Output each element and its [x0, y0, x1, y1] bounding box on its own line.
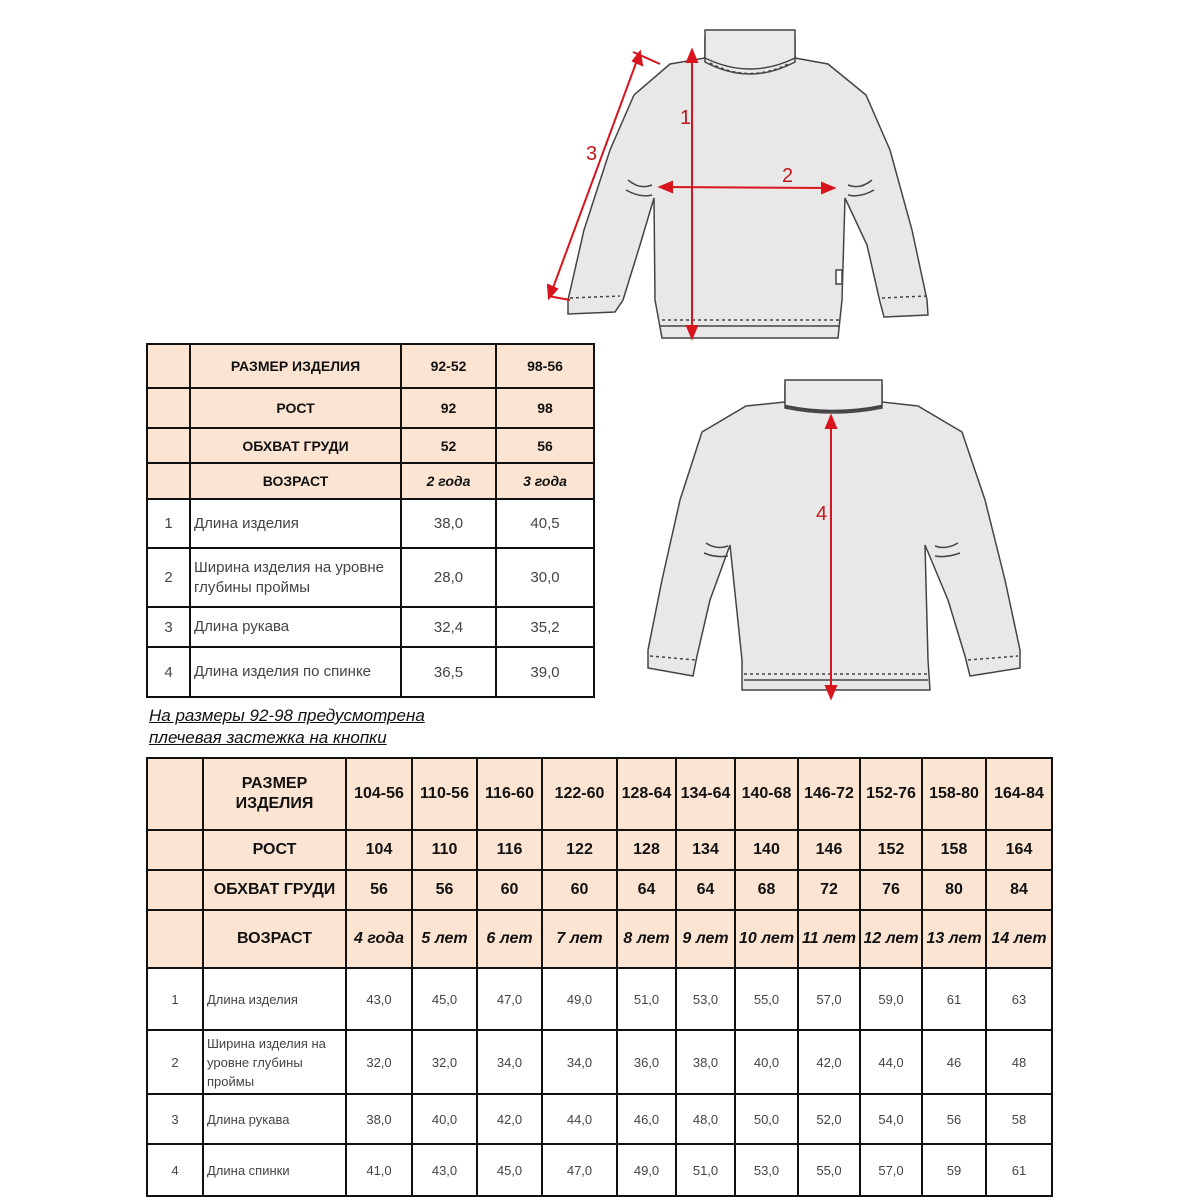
header-cell: 84: [986, 870, 1052, 910]
table-cell: 47,0: [542, 1144, 617, 1196]
row-number: 2: [147, 548, 190, 607]
table-cell: 61: [986, 1144, 1052, 1196]
header-cell: 134: [676, 830, 735, 870]
header-row-chest: [147, 428, 594, 463]
header-cell: 152: [860, 830, 922, 870]
header-cell: 52: [401, 428, 496, 463]
header-cell: 158: [922, 830, 986, 870]
row-label: Длина спинки: [203, 1144, 346, 1196]
header-cell: 76: [860, 870, 922, 910]
header-row-age: [147, 910, 1052, 968]
table-row: [147, 1094, 1052, 1144]
table-cell: 53,0: [676, 968, 735, 1030]
header-cell: 56: [496, 428, 594, 463]
header-cell: 56: [412, 870, 477, 910]
label-1: 1: [680, 107, 692, 129]
header-cell: 68: [735, 870, 798, 910]
table-cell: 42,0: [477, 1094, 542, 1144]
table-cell: 61: [922, 968, 986, 1030]
table-row: [147, 647, 594, 697]
row-label: Длина рукава: [190, 607, 401, 647]
header-corner: [147, 758, 203, 830]
header-cell: 72: [798, 870, 860, 910]
header-cell: 3 года: [496, 463, 594, 499]
table-cell: 30,0: [496, 548, 594, 607]
header-cell: 2 года: [401, 463, 496, 499]
table-cell: 59: [922, 1144, 986, 1196]
label-3: 3: [586, 143, 598, 165]
header-label: ОБХВАТ ГРУДИ: [190, 428, 401, 463]
table-row: [147, 1030, 1052, 1094]
table-cell: 34,0: [477, 1030, 542, 1094]
header-label: РАЗМЕР ИЗДЕЛИЯ: [203, 758, 346, 830]
header-cell: 12 лет: [860, 910, 922, 968]
table-cell: 48,0: [676, 1094, 735, 1144]
header-label: ОБХВАТ ГРУДИ: [203, 870, 346, 910]
header-cell: 80: [922, 870, 986, 910]
header-corner: [147, 870, 203, 910]
table-cell: 45,0: [412, 968, 477, 1030]
table-row: [147, 607, 594, 647]
header-cell: 110: [412, 830, 477, 870]
row-number: 3: [147, 607, 190, 647]
header-cell: 56: [346, 870, 412, 910]
table-cell: 52,0: [798, 1094, 860, 1144]
header-cell: 10 лет: [735, 910, 798, 968]
row-label: Ширина изделия на уровне глубины проймы: [203, 1030, 346, 1094]
table-cell: 43,0: [346, 968, 412, 1030]
header-cell: 60: [477, 870, 542, 910]
header-cell: 140: [735, 830, 798, 870]
header-cell: 134-64: [676, 758, 735, 830]
header-cell: 128: [617, 830, 676, 870]
table-cell: 57,0: [860, 1144, 922, 1196]
table-cell: 51,0: [617, 968, 676, 1030]
table-cell: 45,0: [477, 1144, 542, 1196]
header-cell: 116-60: [477, 758, 542, 830]
header-cell: 8 лет: [617, 910, 676, 968]
table-cell: 34,0: [542, 1030, 617, 1094]
header-row-age: [147, 463, 594, 499]
header-corner: [147, 830, 203, 870]
row-label: Длина изделия: [203, 968, 346, 1030]
header-cell: 116: [477, 830, 542, 870]
table-cell: 54,0: [860, 1094, 922, 1144]
table-cell: 36,5: [401, 647, 496, 697]
header-label: ВОЗРАСТ: [190, 463, 401, 499]
header-cell: 92-52: [401, 344, 496, 388]
table-cell: 28,0: [401, 548, 496, 607]
header-row-height: [147, 388, 594, 428]
header-cell: 158-80: [922, 758, 986, 830]
header-label: ВОЗРАСТ: [203, 910, 346, 968]
header-label: РОСТ: [203, 830, 346, 870]
header-cell: 64: [676, 870, 735, 910]
header-cell: 14 лет: [986, 910, 1052, 968]
table-cell: 43,0: [412, 1144, 477, 1196]
table-cell: 55,0: [735, 968, 798, 1030]
header-cell: 104: [346, 830, 412, 870]
header-corner: [147, 463, 190, 499]
table-cell: 63: [986, 968, 1052, 1030]
table-cell: 46,0: [617, 1094, 676, 1144]
table-cell: 32,4: [401, 607, 496, 647]
size-table-large: [146, 757, 1053, 1197]
header-cell: 6 лет: [477, 910, 542, 968]
back-body: [648, 385, 1020, 690]
table-cell: 49,0: [617, 1144, 676, 1196]
header-row-chest: [147, 870, 1052, 910]
row-label: Длина изделия: [190, 499, 401, 548]
header-row-height: [147, 830, 1052, 870]
header-cell: 164: [986, 830, 1052, 870]
header-row-size: [147, 344, 594, 388]
table-cell: 53,0: [735, 1144, 798, 1196]
header-cell: 164-84: [986, 758, 1052, 830]
note-line-2: плечевая застежка на кнопки: [149, 728, 387, 747]
header-corner: [147, 910, 203, 968]
row-number: 1: [147, 499, 190, 548]
table-cell: 44,0: [542, 1094, 617, 1144]
table-cell: 46: [922, 1030, 986, 1094]
header-cell: 98: [496, 388, 594, 428]
note-line-1: На размеры 92-98 предусмотрена: [149, 706, 425, 725]
table-cell: 59,0: [860, 968, 922, 1030]
table-cell: 40,0: [412, 1094, 477, 1144]
table-cell: 47,0: [477, 968, 542, 1030]
table-cell: 51,0: [676, 1144, 735, 1196]
table-cell: 44,0: [860, 1030, 922, 1094]
header-cell: 9 лет: [676, 910, 735, 968]
row-number: 4: [147, 647, 190, 697]
table-cell: 42,0: [798, 1030, 860, 1094]
table-row: [147, 1144, 1052, 1196]
header-corner: [147, 428, 190, 463]
table-row: [147, 499, 594, 548]
header-cell: 152-76: [860, 758, 922, 830]
size-table-small: [146, 343, 595, 698]
table-cell: 41,0: [346, 1144, 412, 1196]
table-cell: 56: [922, 1094, 986, 1144]
table-cell: 38,0: [676, 1030, 735, 1094]
measure-arrow-4-bottom: [826, 686, 836, 698]
table-cell: 35,2: [496, 607, 594, 647]
header-cell: 146: [798, 830, 860, 870]
table-row: [147, 968, 1052, 1030]
header-cell: 5 лет: [412, 910, 477, 968]
header-cell: 4 года: [346, 910, 412, 968]
header-cell: 146-72: [798, 758, 860, 830]
table-cell: 32,0: [346, 1030, 412, 1094]
header-corner: [147, 388, 190, 428]
table-row: [147, 548, 594, 607]
table-cell: 40,5: [496, 499, 594, 548]
header-cell: 104-56: [346, 758, 412, 830]
header-label: РОСТ: [190, 388, 401, 428]
header-cell: 110-56: [412, 758, 477, 830]
table-cell: 55,0: [798, 1144, 860, 1196]
table-cell: 38,0: [401, 499, 496, 548]
table-cell: 48: [986, 1030, 1052, 1094]
header-cell: 60: [542, 870, 617, 910]
header-label: РАЗМЕР ИЗДЕЛИЯ: [190, 344, 401, 388]
table-cell: 38,0: [346, 1094, 412, 1144]
header-cell: 122-60: [542, 758, 617, 830]
table-cell: 40,0: [735, 1030, 798, 1094]
table-cell: 50,0: [735, 1094, 798, 1144]
header-cell: 7 лет: [542, 910, 617, 968]
table-cell: 32,0: [412, 1030, 477, 1094]
label-2: 2: [782, 165, 794, 187]
row-label: Длина рукава: [203, 1094, 346, 1144]
row-number: 1: [147, 968, 203, 1030]
row-label: Ширина изделия на уровне глубины проймы: [190, 548, 401, 607]
header-cell: 98-56: [496, 344, 594, 388]
label-4: 4: [816, 503, 828, 525]
row-label: Длина изделия по спинке: [190, 647, 401, 697]
header-cell: 128-64: [617, 758, 676, 830]
header-cell: 92: [401, 388, 496, 428]
header-corner: [147, 344, 190, 388]
row-number: 2: [147, 1030, 203, 1094]
row-number: 4: [147, 1144, 203, 1196]
header-row-size: [147, 758, 1052, 830]
table-cell: 36,0: [617, 1030, 676, 1094]
table-cell: 39,0: [496, 647, 594, 697]
header-cell: 11 лет: [798, 910, 860, 968]
header-cell: 64: [617, 870, 676, 910]
table-cell: 58: [986, 1094, 1052, 1144]
table-cell: 57,0: [798, 968, 860, 1030]
header-cell: 140-68: [735, 758, 798, 830]
table-cell: 49,0: [542, 968, 617, 1030]
row-number: 3: [147, 1094, 203, 1144]
header-cell: 13 лет: [922, 910, 986, 968]
header-cell: 122: [542, 830, 617, 870]
